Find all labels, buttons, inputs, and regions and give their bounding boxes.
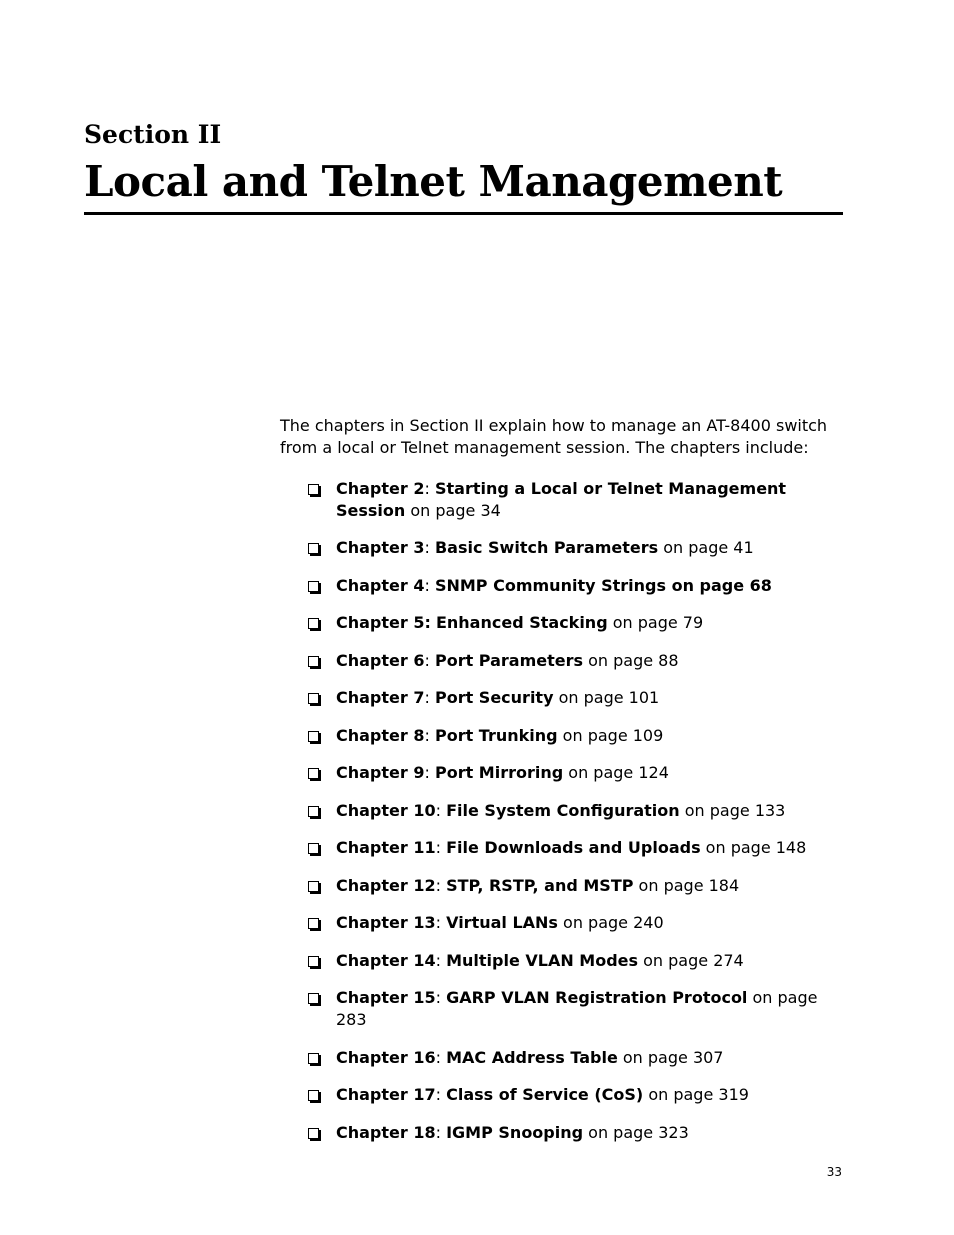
chapter-page-ref: on page 34 [405, 501, 501, 520]
chapter-number: Chapter 5: [336, 613, 431, 632]
chapter-number: Chapter 11 [336, 838, 436, 857]
chapter-page-ref: on page 148 [700, 838, 807, 857]
chapter-number: Chapter 3 [336, 538, 425, 557]
chapter-list-item[interactable] [308, 725, 843, 747]
chapter-page-ref: on page 323 [583, 1122, 689, 1142]
chapter-separator: : [424, 688, 435, 707]
chapter-list-item[interactable] [308, 612, 843, 634]
checkbox-icon [308, 806, 319, 817]
chapter-list-item[interactable] [308, 1084, 843, 1106]
chapter-list-item[interactable] [308, 875, 843, 897]
checkbox-icon [308, 993, 319, 1004]
chapter-list-item[interactable] [308, 575, 843, 597]
section-label: Section II [84, 120, 222, 149]
chapter-list-item[interactable] [308, 1047, 843, 1069]
chapter-title: Multiple VLAN Modes [446, 950, 639, 970]
chapter-number: Chapter 2 [336, 479, 425, 498]
chapter-number: Chapter 9 [336, 763, 425, 782]
chapter-title: Basic Switch Parameters [434, 538, 659, 557]
chapter-page-ref: on page 101 [553, 688, 660, 707]
chapter-title: IGMP Snooping [446, 1122, 584, 1142]
chapter-title: Port Trunking [434, 725, 558, 745]
chapter-separator: : [435, 1085, 447, 1104]
checkbox-icon [308, 618, 319, 629]
chapter-page-ref: on page 41 [658, 538, 754, 557]
chapter-title: Port Parameters [434, 650, 584, 670]
chapter-separator: : [424, 538, 435, 557]
chapter-page-ref: on page 184 [633, 875, 740, 895]
chapter-page-ref: on page 109 [557, 725, 664, 745]
checkbox-icon [308, 956, 319, 967]
checkbox-icon [308, 1090, 319, 1101]
chapter-separator: : [435, 950, 447, 970]
chapter-number: Chapter 18 [336, 1122, 436, 1142]
chapter-page-ref: on page 283 [336, 988, 818, 1029]
chapter-list-item[interactable] [308, 987, 843, 1031]
chapter-number: Chapter 12 [336, 875, 436, 895]
checkbox-icon [308, 693, 319, 704]
checkbox-icon [308, 918, 319, 929]
chapter-list [308, 478, 843, 1159]
chapter-list-item[interactable] [308, 537, 843, 559]
chapter-title: Virtual LANs [446, 913, 558, 932]
chapter-list-item[interactable] [308, 800, 843, 822]
checkbox-icon [308, 543, 319, 554]
chapter-number: Chapter 4 [336, 575, 425, 595]
chapter-list-item[interactable] [308, 837, 843, 859]
chapter-title: Port Security [434, 688, 554, 707]
title-rule [84, 212, 843, 215]
chapter-title: File Downloads and Uploads [446, 838, 701, 857]
chapter-page-ref: on page 88 [583, 650, 679, 670]
chapter-page-ref: on page 274 [638, 950, 744, 970]
chapter-separator: : [435, 838, 447, 857]
chapter-page-ref: on page 124 [563, 763, 669, 782]
checkbox-icon [308, 843, 319, 854]
chapter-number: Chapter 8 [336, 725, 425, 745]
chapter-separator: : [435, 988, 447, 1007]
checkbox-icon [308, 484, 319, 495]
intro-paragraph: The chapters in Section II explain how to manage an AT-8400 switch from a local or Telnet management session. The chapters include: [280, 416, 828, 457]
chapter-page-ref: on page 240 [557, 913, 664, 932]
chapter-title: File System Configuration [446, 800, 680, 820]
chapter-list-item[interactable] [308, 762, 843, 784]
page-number: 33 [826, 1165, 842, 1179]
chapter-number: Chapter 14 [336, 950, 436, 970]
chapter-separator: : [424, 650, 435, 670]
checkbox-icon [308, 881, 319, 892]
chapter-separator: : [435, 875, 447, 895]
checkbox-icon [308, 656, 319, 667]
chapter-list-item[interactable] [308, 687, 843, 709]
chapter-number: Chapter 10 [336, 800, 436, 820]
chapter-separator: : [424, 725, 435, 745]
chapter-separator: : [435, 1122, 447, 1142]
chapter-list-item[interactable] [308, 1122, 843, 1144]
chapter-title: Class of Service (CoS) [446, 1085, 644, 1104]
chapter-number: Chapter 13 [336, 913, 436, 932]
chapter-list-item[interactable] [308, 650, 843, 672]
chapter-title: Starting a Local or Telnet Management Session [336, 479, 787, 520]
checkbox-icon [308, 1128, 319, 1139]
checkbox-icon [308, 768, 319, 779]
checkbox-icon [308, 581, 319, 592]
chapter-title: Port Mirroring [434, 763, 564, 782]
checkbox-icon [308, 1053, 319, 1064]
chapter-title: SNMP Community Strings on page 68 [434, 575, 772, 595]
chapter-number: Chapter 16 [336, 1047, 436, 1067]
chapter-number: Chapter 17 [336, 1085, 436, 1104]
chapter-title: MAC Address Table [446, 1047, 618, 1067]
chapter-title: GARP VLAN Registration Protocol [446, 988, 748, 1007]
chapter-list-item[interactable] [308, 950, 843, 972]
chapter-page-ref: on page 79 [607, 613, 704, 632]
chapter-separator: : [424, 575, 435, 595]
chapter-separator: : [424, 479, 435, 498]
chapter-number: Chapter 6 [336, 650, 425, 670]
chapter-title: STP, RSTP, and MSTP [446, 875, 634, 895]
chapter-number: Chapter 7 [336, 688, 425, 707]
chapter-separator: : [435, 1047, 447, 1067]
chapter-title: Enhanced Stacking [435, 613, 608, 632]
chapter-list-item[interactable] [308, 912, 843, 934]
chapter-separator: : [424, 763, 435, 782]
chapter-separator: : [435, 800, 447, 820]
page-title: Local and Telnet Management [84, 157, 783, 206]
chapter-separator: : [435, 913, 447, 932]
chapter-page-ref: on page 319 [643, 1085, 749, 1104]
chapter-page-ref: on page 307 [617, 1047, 724, 1067]
chapter-number: Chapter 15 [336, 988, 436, 1007]
checkbox-icon [308, 731, 319, 742]
chapter-list-item[interactable] [308, 478, 843, 522]
chapter-page-ref: on page 133 [679, 800, 786, 820]
